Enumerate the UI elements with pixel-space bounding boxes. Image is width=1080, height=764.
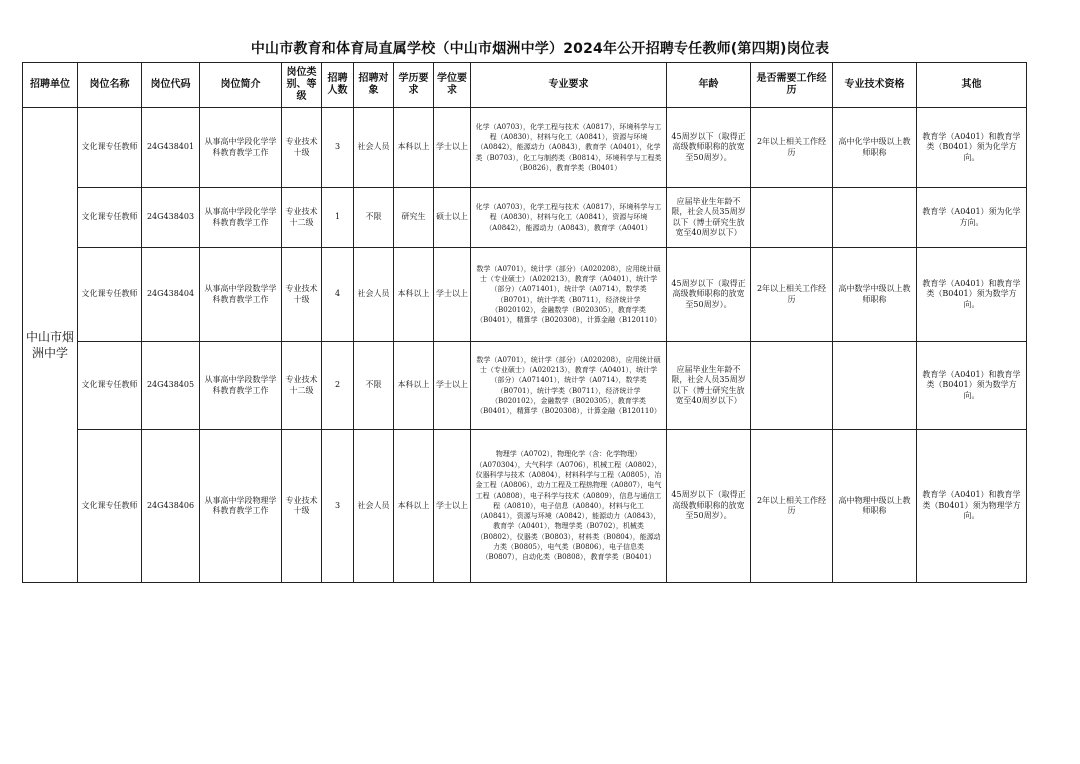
post-major: 数学（A0701），统计学（部分）（A020208），应用统计硕士（专业硕士）（A020213），教育学（A0401），统计学（部分）（A071401），统计学（A0714），数学类（B0701），统计学类（B0711），经济统计学（B020102），金融数学（B020305），教育学类（B0401），精算学（B020308），计算金融（B120110）	[471, 342, 667, 430]
header-unit: 招聘单位	[23, 63, 78, 108]
post-age: 应届毕业生年龄不限，社会人员35周岁以下（博士研究生放宽至40周岁以下）	[667, 342, 751, 430]
post-degree: 学士以上	[434, 342, 471, 430]
header-row	[23, 63, 1027, 108]
post-code: 24G438404	[142, 248, 200, 342]
table-row	[23, 188, 1027, 248]
post-major: 物理学（A0702），物理化学（含：化学物理）（A070304），大气科学（A0706），机械工程（A0802），仪器科学与技术（A0804），材料科学与工程（A0805），冶金工程（A0806），动力工程及工程热物理（A0807），电气工程（A0808），电子科学与技术（A0809），信息与通信工程（A0810），电子信息（A0840），材料与化工（A0841），资源与环境（A0842），能源动力（A0843），教育学（A0401），物理学类（B0702），机械类（B0802），仪器类（B0803），材料类（B0804），能源动力类（B0805），电气类（B0806），电子信息类（B0807），自动化类（B0808），教育学类（B0401）	[471, 430, 667, 583]
post-level: 专业技术十级	[282, 430, 322, 583]
post-intro: 从事高中学段数学学科教育教学工作	[200, 248, 282, 342]
post-target: 社会人员	[354, 108, 394, 188]
job-table	[22, 62, 1027, 583]
post-target: 不限	[354, 188, 394, 248]
recruiting-unit: 中山市烟洲中学	[23, 108, 78, 583]
header-age: 年龄	[667, 63, 751, 108]
post-qualification: 高中化学中级以上教师职称	[833, 108, 917, 188]
post-other: 教育学（A0401）须为化学方向。	[917, 188, 1027, 248]
table-row	[23, 108, 1027, 188]
post-level: 专业技术十级	[282, 108, 322, 188]
post-other: 教育学（A0401）和教育学类（B0401）须为化学方向。	[917, 108, 1027, 188]
post-degree: 学士以上	[434, 108, 471, 188]
post-degree: 学士以上	[434, 248, 471, 342]
post-name: 文化课专任教师	[78, 248, 142, 342]
post-education: 本科以上	[394, 248, 434, 342]
post-name: 文化课专任教师	[78, 430, 142, 583]
post-age: 45周岁以下（取得正高级教师职称的放宽至50周岁）。	[667, 248, 751, 342]
post-education: 本科以上	[394, 430, 434, 583]
post-intro: 从事高中学段化学学科教育教学工作	[200, 188, 282, 248]
post-other: 教育学（A0401）和教育学类（B0401）须为数学方向。	[917, 248, 1027, 342]
post-qualification: 高中数学中级以上教师职称	[833, 248, 917, 342]
post-code: 24G438401	[142, 108, 200, 188]
header-post-intro: 岗位简介	[200, 63, 282, 108]
post-level: 专业技术十二级	[282, 342, 322, 430]
header-post-name: 岗位名称	[78, 63, 142, 108]
post-age: 45周岁以下（取得正高级教师职称的放宽至50周岁）。	[667, 108, 751, 188]
post-qualification	[833, 188, 917, 248]
post-experience	[751, 188, 833, 248]
post-age: 应届毕业生年龄不限，社会人员35周岁以下（博士研究生放宽至40周岁以下）	[667, 188, 751, 248]
header-education: 学历要求	[394, 63, 434, 108]
post-experience: 2年以上相关工作经历	[751, 108, 833, 188]
post-education: 本科以上	[394, 342, 434, 430]
table-row	[23, 430, 1027, 583]
header-post-code: 岗位代码	[142, 63, 200, 108]
post-intro: 从事高中学段化学学科教育教学工作	[200, 108, 282, 188]
post-intro: 从事高中学段数学学科教育教学工作	[200, 342, 282, 430]
post-degree: 学士以上	[434, 430, 471, 583]
post-major: 化学（A0703），化学工程与技术（A0817），环境科学与工程（A0830），材料与化工（A0841），资源与环境（A0842），能源动力（A0843），教育学（A0401）	[471, 188, 667, 248]
header-count: 招聘人数	[322, 63, 354, 108]
table-row	[23, 248, 1027, 342]
header-major: 专业要求	[471, 63, 667, 108]
header-other: 其他	[917, 63, 1027, 108]
post-level: 专业技术十二级	[282, 188, 322, 248]
post-level: 专业技术十级	[282, 248, 322, 342]
post-education: 本科以上	[394, 108, 434, 188]
post-target: 社会人员	[354, 248, 394, 342]
post-age: 45周岁以下（取得正高级教师职称的放宽至50周岁）。	[667, 430, 751, 583]
post-target: 社会人员	[354, 430, 394, 583]
post-target: 不限	[354, 342, 394, 430]
header-degree: 学位要求	[434, 63, 471, 108]
post-count: 2	[322, 342, 354, 430]
post-education: 研究生	[394, 188, 434, 248]
post-name: 文化课专任教师	[78, 188, 142, 248]
header-experience: 是否需要工作经历	[751, 63, 833, 108]
post-code: 24G438406	[142, 430, 200, 583]
post-intro: 从事高中学段物理学科教育教学工作	[200, 430, 282, 583]
page-title: 中山市教育和体育局直属学校（中山市烟洲中学）2024年公开招聘专任教师(第四期)岗位表	[250, 41, 830, 57]
post-count: 1	[322, 188, 354, 248]
post-other: 教育学（A0401）和教育学类（B0401）须为数学方向。	[917, 342, 1027, 430]
post-other: 教育学（A0401）和教育学类（B0401）须为物理学方向。	[917, 430, 1027, 583]
post-count: 3	[322, 108, 354, 188]
post-major: 化学（A0703），化学工程与技术（A0817），环境科学与工程（A0830），材料与化工（A0841），资源与环境（A0842），能源动力（A0843），教育学（A0401），化学类（B0703），化工与制药类（B0814），环境科学与工程类（B0826），教育学类（B0401）	[471, 108, 667, 188]
post-code: 24G438403	[142, 188, 200, 248]
post-name: 文化课专任教师	[78, 108, 142, 188]
post-name: 文化课专任教师	[78, 342, 142, 430]
table-row	[23, 342, 1027, 430]
header-target: 招聘对象	[354, 63, 394, 108]
post-experience: 2年以上相关工作经历	[751, 248, 833, 342]
post-experience: 2年以上相关工作经历	[751, 430, 833, 583]
header-qualification: 专业技术资格	[833, 63, 917, 108]
post-qualification: 高中物理中级以上教师职称	[833, 430, 917, 583]
post-count: 3	[322, 430, 354, 583]
post-degree: 硕士以上	[434, 188, 471, 248]
post-major: 数学（A0701），统计学（部分）（A020208），应用统计硕士（专业硕士）（A020213），教育学（A0401），统计学（部分）（A071401），统计学（A0714），数学类（B0701），统计学类（B0711），经济统计学（B020102），金融数学（B020305），教育学类（B0401），精算学（B020308），计算金融（B120110）	[471, 248, 667, 342]
post-count: 4	[322, 248, 354, 342]
post-qualification	[833, 342, 917, 430]
header-post-level: 岗位类别、等级	[282, 63, 322, 108]
post-experience	[751, 342, 833, 430]
post-code: 24G438405	[142, 342, 200, 430]
